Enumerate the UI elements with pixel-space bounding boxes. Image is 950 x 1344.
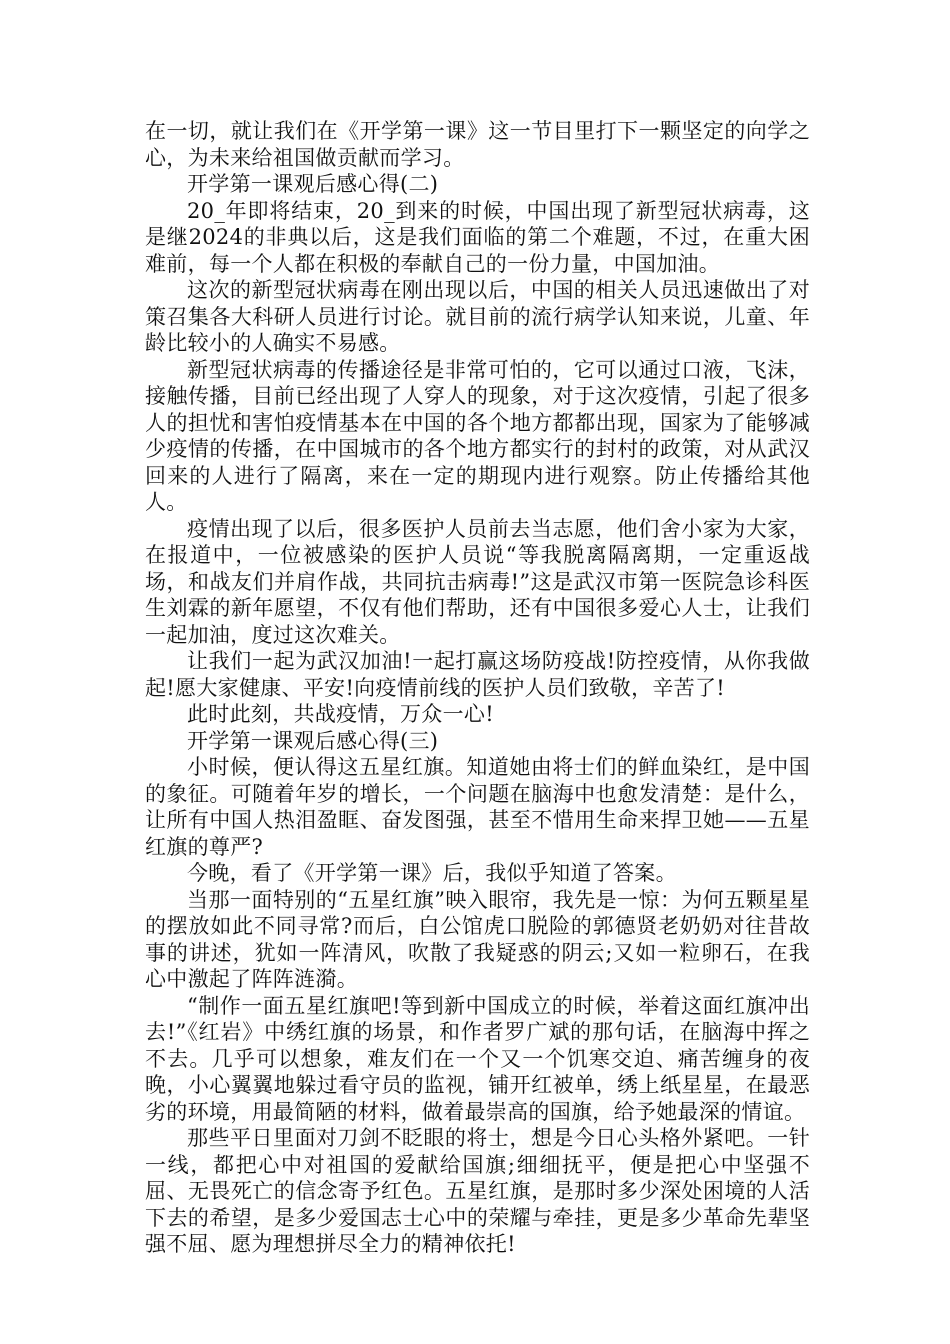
paragraph-4: 这次的新型冠状病毒在刚出现以后，中国的相关人员迅速做出了对策召集各大科研人员进行讨论。就目前的流行病学认知来说，儿童、年龄比较小的人确实不易感。	[145, 278, 810, 355]
paragraph-13: “制作一面五星红旗吧!等到新中国成立的时候，举着这面红旗冲出去!”《红岩》中绣红旗的场景，和作者罗广斌的那句话，在脑海中挥之不去。几乎可以想象，难友们在一个又一个饥寒交迫、痛苦缠身的夜晚，小心翼翼地躲过看守员的监视，铺开红被单，绣上纸星星，在最恶劣的环境，用最简陋的材料，做着最崇高的国旗，给予她最深的情谊。	[145, 993, 810, 1124]
section-heading-3: 开学第一课观后感心得(三)	[187, 728, 439, 753]
section-heading-2: 开学第一课观后感心得(二)	[187, 172, 439, 196]
paragraph-14: 那些平日里面对刀剑不眨眼的将士，想是今日心头格外紧吧。一针一线，都把心中对祖国的爱献给国旗;细细抚平，便是把心中坚强不屈、无畏死亡的信念寄予红色。五星红旗，是那时多少深处困境的人活下去的希望，是多少爱国志士心中的荣耀与牵挂，更是多少革命先辈坚强不屈、愿为理想拼尽全力的精神依托!	[145, 1126, 810, 1256]
paragraph-8: 此时此刻，共战疫情，万众一心!	[187, 702, 494, 726]
paragraph-3: 20_年即将结束，20_到来的时候，中国出现了新型冠状病毒，这是继2024的非典以后，这是我们面临的第二个难题，不过，在重大困难前，每一个人都在积极的奉献自己的一份力量，中国加油。	[145, 198, 810, 276]
paragraph-12: 当那一面特别的“五星红旗”映入眼帘，我先是一惊：为何五颗星星的摆放如此不同寻常?而后，白公馆虎口脱险的郭德贤老奶奶对往昔故事的讲述，犹如一阵清风，吹散了我疑惑的阴云;又如一粒卵石，在我心中激起了阵阵涟漪。	[145, 887, 810, 991]
paragraph-5: 新型冠状病毒的传播途径是非常可怕的，它可以通过口液，飞沫，接触传播，目前已经出现了人穿人的现象，对于这次疫情，引起了很多人的担忧和害怕疫情基本在中国的各个地方都都出现，国家为了能够减少疫情的传播，在中国城市的各个地方都实行的封村的政策，对从武汉回来的人进行了隔离，来在一定的期现内进行观察。防止传播给其他人。	[145, 357, 810, 514]
paragraph-1: 在一切，就让我们在《开学第一课》这一节目里打下一颗坚定的向学之心，为未来给祖国做贡献而学习。	[145, 119, 810, 170]
paragraph-10: 小时候，便认得这五星红旗。知道她由将士们的鲜血染红，是中国的象征。可随着年岁的增长，一个问题在脑海中也愈发清楚：是什么，让所有中国人热泪盈眶、奋发图强，甚至不惜用生命来捍卫她——五星红旗的尊严?	[145, 755, 810, 859]
document-body	[145, 118, 810, 1258]
paragraph-6: 疫情出现了以后，很多医护人员前去当志愿，他们舍小家为大家，在报道中，一位被感染的医护人员说“等我脱离隔离期，一定重返战场，和战友们并肩作战，共同抗击病毒!”这是武汉市第一医院急诊科医生刘霖的新年愿望，不仅有他们帮助，还有中国很多爱心人士，让我们一起加油，度过这次难关。	[145, 516, 810, 647]
paragraph-7: 让我们一起为武汉加油!一起打赢这场防疫战!防控疫情，从你我做起!愿大家健康、平安!向疫情前线的医护人员们致敬，辛苦了!	[145, 649, 810, 700]
paragraph-11: 今晚，看了《开学第一课》后，我似乎知道了答案。	[187, 861, 677, 885]
